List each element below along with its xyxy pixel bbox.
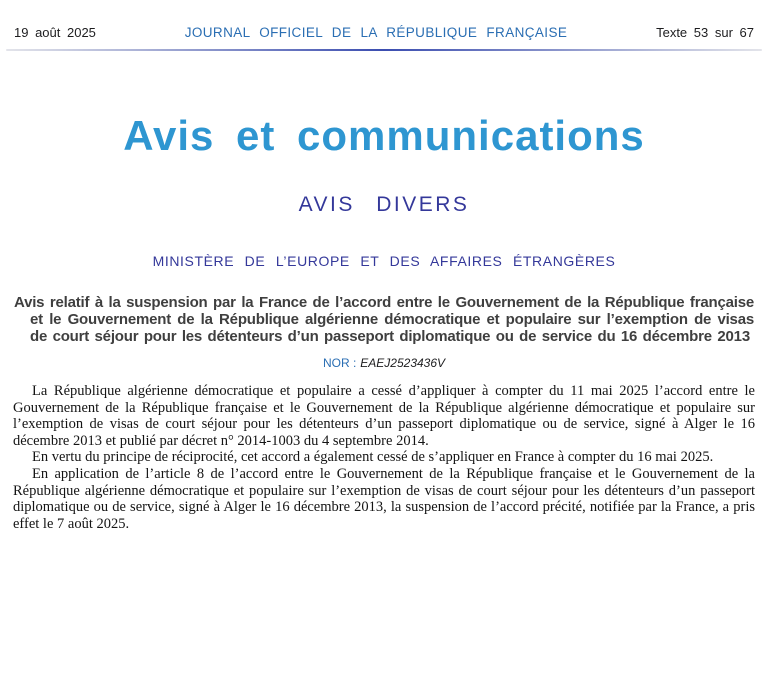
text-reference: Texte 53 sur 67	[656, 25, 754, 40]
nor-line	[0, 356, 768, 370]
journal-title: JOURNAL OFFICIEL DE LA RÉPUBLIQUE FRANÇAISE	[184, 25, 568, 40]
subsection-heading: AVIS DIVERS	[298, 193, 470, 216]
notice-paragraph: En application de l’article 8 de l’accord entre le Gouvernement de la République française et le Gouvernement de la République algérienne démocratique et populaire sur l’exemption de visas de court séjour pour les détenteurs d’un passeport diplomatique ou de service, signé à Alger le 16 décembre 2013, la suspension de l’accord précité, notifiée par la France, a pris effet le 7 août 2025.	[13, 465, 755, 532]
header-divider	[6, 49, 762, 51]
page-header	[0, 0, 768, 40]
publication-date: 19 août 2025	[14, 25, 96, 40]
nor-value: EAEJ2523436V	[360, 356, 446, 370]
notice-title: Avis relatif à la suspension par la France de l’accord entre le Gouvernement de la République française et le Gouvernement de la République algérienne démocratique et populaire sur l’exemption de visas de court séjour pour les détenteurs d’un passeport diplomatique ou de service du 16 décembre 2013	[14, 294, 754, 345]
notice-paragraph: En vertu du principe de réciprocité, cet accord a également cessé de s’appliquer en France à compter du 16 mai 2025.	[32, 449, 714, 466]
ministry-heading: MINISTÈRE DE L’EUROPE ET DES AFFAIRES ÉTRANGÈRES	[152, 253, 616, 269]
notice-body	[13, 383, 755, 532]
nor-label: NOR :	[322, 356, 357, 370]
notice-paragraph: La République algérienne démocratique et populaire a cessé d’appliquer à compter du 11 mai 2025 l’accord entre le Gouvernement de la République française et le Gouvernement de la République algérienne démocratique et populaire sur l’exemption de visas de court séjour pour les détenteurs d’un passeport diplomatique ou de service, signé à Alger le 16 décembre 2013 et publié par décret n° 2014-1003 du 4 septembre 2014.	[13, 383, 755, 449]
section-heading: Avis et communications	[123, 112, 645, 159]
